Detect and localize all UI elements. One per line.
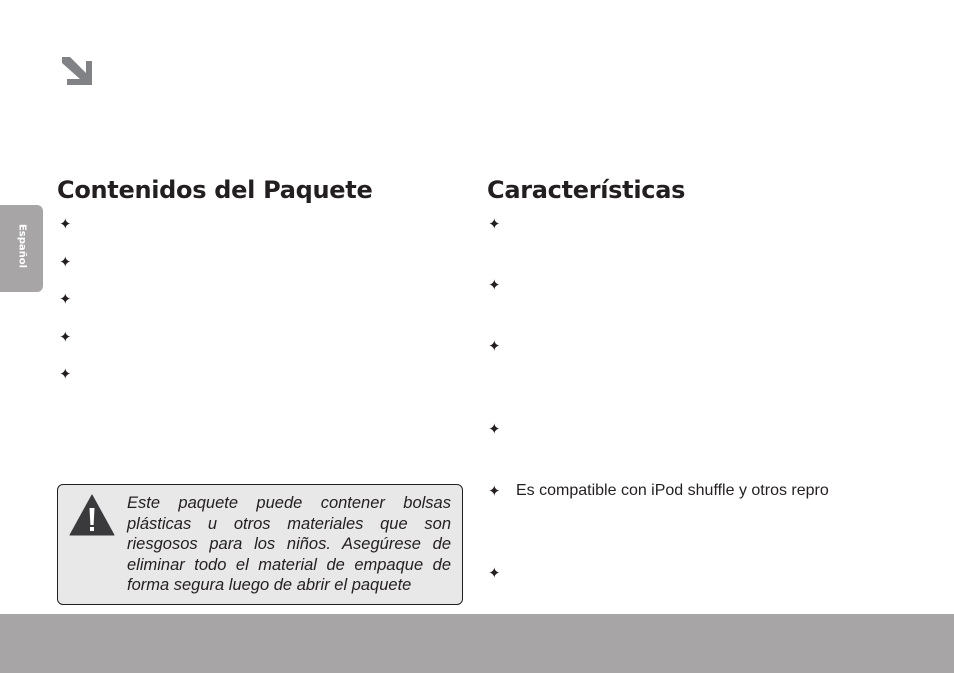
features-bullet: ✦ [488,276,501,294]
contents-heading: Contenidos del Paquete [57,176,373,204]
warning-triangle-icon [69,494,115,536]
contents-bullet: ✦ [59,328,72,346]
contents-bullet: ✦ [59,215,72,233]
footer-bar [0,614,954,673]
arrow-down-right-icon [58,54,94,88]
features-bullet: ✦ [488,215,501,233]
contents-bullet: ✦ [59,290,72,308]
feature-item-text: Es compatible con iPod shuffle y otros repro [516,482,829,499]
features-bullet: ✦ [488,564,501,582]
features-bullet: ✦ [488,420,501,438]
features-bullet: ✦ [488,482,501,500]
contents-bullet: ✦ [59,365,72,383]
warning-text: Este paquete puede contener bolsas plásticas u otros materiales que son riesgosos para los niños. Asegúrese de eliminar todo el material de empaque de forma segura luego de abrir el paquete [127,494,451,594]
features-bullet: ✦ [488,337,501,355]
contents-bullet: ✦ [59,253,72,271]
language-tab-label: Español [16,223,28,269]
features-heading: Características [487,176,686,204]
